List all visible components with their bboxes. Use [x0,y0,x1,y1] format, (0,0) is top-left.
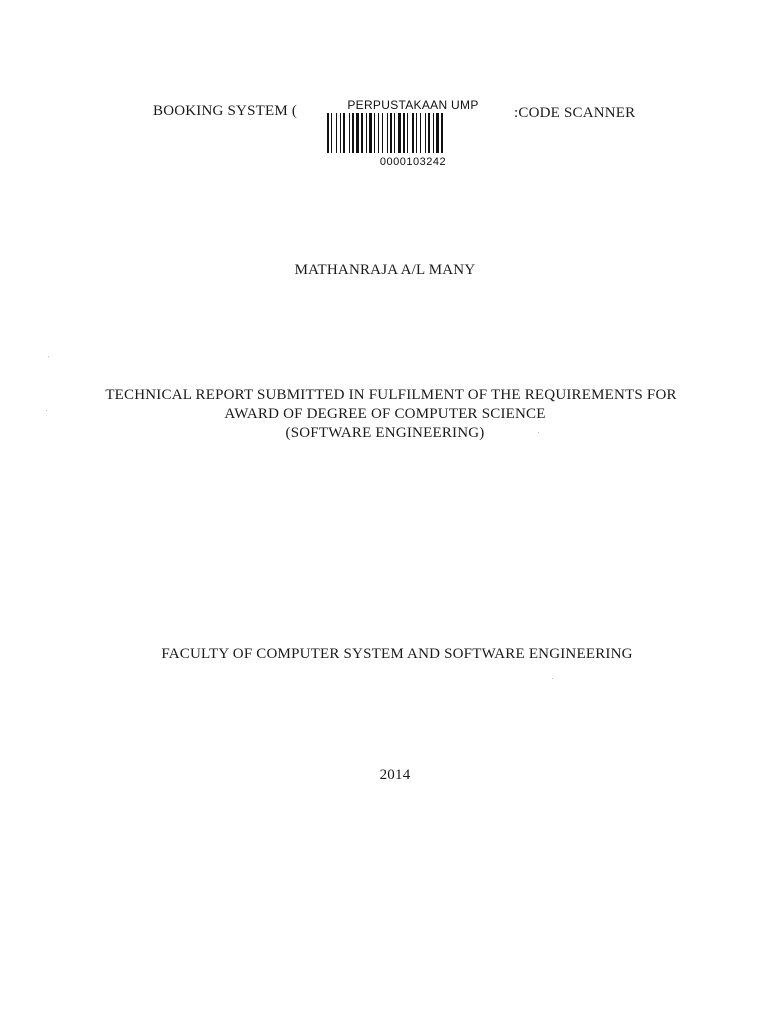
barcode-bar [366,113,367,153]
title-fragment-right: :CODE SCANNER [514,105,636,121]
barcode-bar [403,113,405,153]
barcode-bar [374,113,375,153]
author-name: MATHANRAJA A/L MANY [294,262,476,278]
barcode-bar [340,113,341,153]
scan-speck [552,678,553,679]
barcode-bar [394,113,395,153]
barcode-bar [433,113,434,153]
submission-year: 2014 [379,767,411,783]
barcode-bar [369,113,372,153]
barcode-bar [420,113,421,153]
title-fragment-left: BOOKING SYSTEM ( [153,103,298,119]
barcode-bar [387,113,388,153]
scan-speck [538,432,539,433]
barcode-bar [352,113,354,153]
library-barcode-sticker [315,96,511,178]
barcode-bar [331,113,332,153]
barcode-graphic [327,113,502,153]
report-statement-line-3: (SOFTWARE ENGINEERING) [285,425,485,441]
barcode-bar [349,113,350,153]
barcode-bar [390,113,392,153]
barcode-bar [412,113,414,153]
barcode-bar [398,113,401,153]
barcode-bar [441,113,443,153]
scan-speck [46,410,47,411]
barcode-bar [436,113,439,153]
barcode-bar [378,113,379,153]
report-statement-line-2: AWARD OF DEGREE OF COMPUTER SCIENCE [224,406,546,422]
barcode-number: 0000103242 [379,156,447,168]
barcode-bar [425,113,426,153]
barcode-bar [407,113,408,153]
barcode-bar [327,113,329,153]
barcode-bar [343,113,345,153]
barcode-bar [428,113,430,153]
scan-speck [48,356,49,357]
barcode-bar [416,113,417,153]
library-name: PERPUSTAKAAN UMP [347,98,479,112]
faculty-name: FACULTY OF COMPUTER SYSTEM AND SOFTWARE ENGINEERING [161,646,633,662]
barcode-bar [382,113,383,153]
report-statement-line-1: TECHNICAL REPORT SUBMITTED IN FULFILMENT OF THE REQUIREMENTS FOR [105,387,677,403]
barcode-bar [336,113,337,153]
barcode-bar [356,113,359,153]
barcode-bar [361,113,363,153]
